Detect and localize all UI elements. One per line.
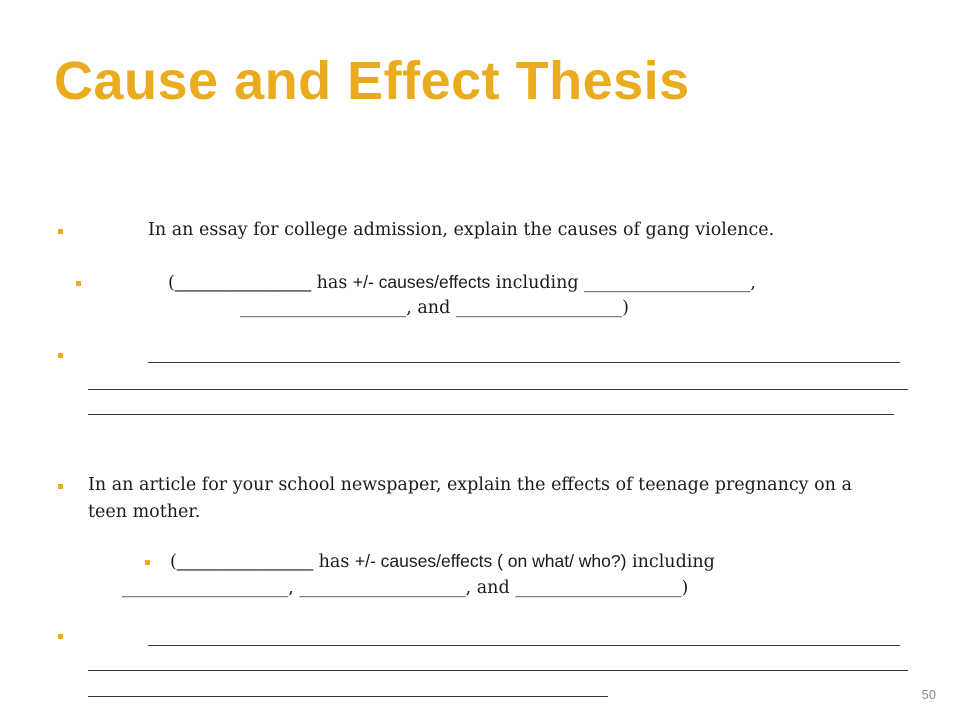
prompt-2-thesis-line-2: ___________________, ___________________, and ___________________) <box>122 578 689 598</box>
prompt-1-thesis-line-2: ___________________, and ___________________) <box>240 298 629 318</box>
prompt-2-text-line-2: teen mother. <box>88 502 201 522</box>
thesis-subject-blank: ______________ <box>176 551 314 571</box>
bullet-icon <box>58 229 63 234</box>
bullet-icon <box>58 484 63 489</box>
bullet-icon <box>76 281 81 286</box>
prompt-1-text: In an essay for college admission, explain the causes of gang violence. <box>148 220 775 240</box>
thesis-open-paren: ( <box>168 273 175 293</box>
thesis-including: including <box>626 552 715 572</box>
writing-line <box>148 362 900 363</box>
page-number: 50 <box>921 687 936 702</box>
bullet-icon <box>58 353 63 358</box>
thesis-has: has <box>311 273 353 293</box>
prompt-1-thesis-line-1 <box>168 270 756 295</box>
prompt-2-text-line-1: In an article for your school newspaper, explain the effects of teenage pregnancy on a <box>88 475 852 495</box>
thesis-sign: +/- causes/effects ( on what/ who?) <box>354 551 627 571</box>
thesis-open-paren: ( <box>170 552 177 572</box>
bullet-icon <box>58 634 63 639</box>
writing-line <box>88 696 608 697</box>
thesis-sign: +/- causes/effects <box>352 272 491 292</box>
writing-line <box>88 389 908 390</box>
slide-title: Cause and Effect Thesis <box>54 51 690 111</box>
thesis-including: including ___________________, <box>490 273 756 293</box>
writing-line <box>88 670 908 671</box>
thesis-subject-blank: ______________ <box>174 272 312 292</box>
bullet-icon <box>145 560 150 565</box>
thesis-has: has <box>313 552 355 572</box>
writing-line <box>88 414 894 415</box>
writing-line <box>148 645 900 646</box>
prompt-2-thesis-line-1 <box>170 549 715 574</box>
